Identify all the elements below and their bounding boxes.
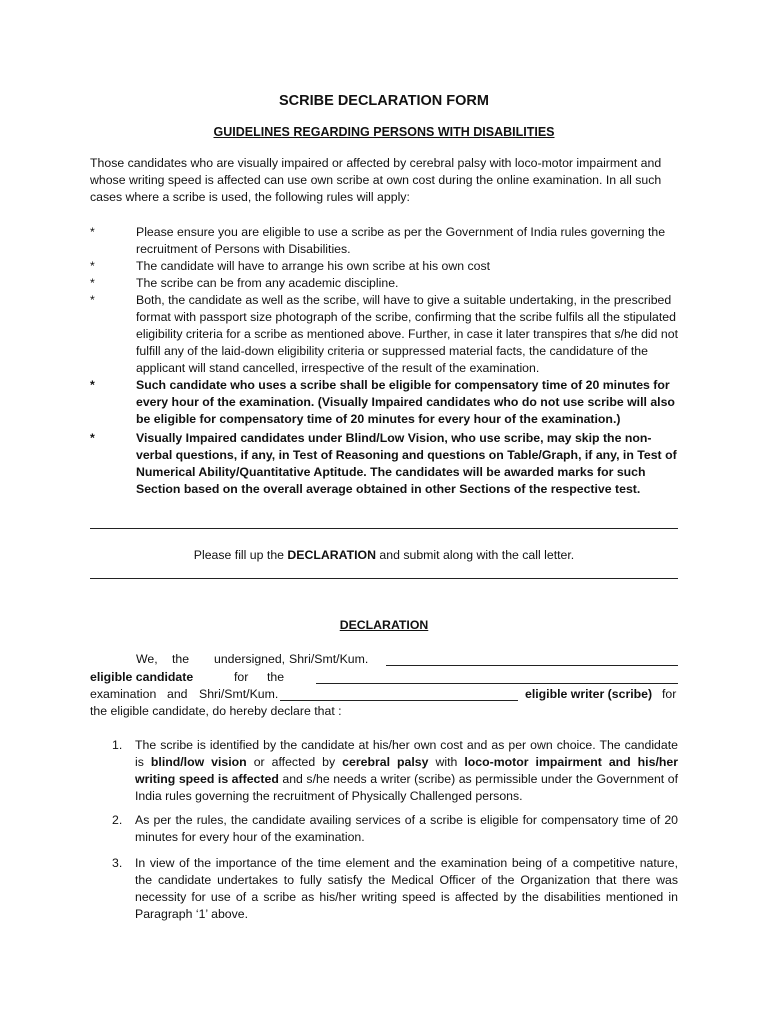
rule-text: Such candidate who uses a scribe shall be eligible for compensatory time of 20 minutes for every hour of the examination. (Visually Impaired candidates who do not use scribe will also be eligible for compensatory time of 20 minutes for every hour of the examination.) <box>136 378 675 426</box>
divider-line <box>90 578 678 579</box>
decl-tail: the eligible candidate, do hereby declare that : <box>90 704 342 718</box>
rule-item <box>90 275 678 292</box>
fill-instruction-bold: DECLARATION <box>287 548 376 562</box>
decl-for: for <box>234 670 249 684</box>
decl-eligible-candidate: eligible candidate <box>90 670 194 684</box>
bullet-star: * <box>90 276 95 290</box>
decl-examination: examination <box>90 687 157 701</box>
declaration-line-3 <box>90 686 678 703</box>
rule-text: The candidate will have to arrange his own scribe at his own cost <box>136 259 491 273</box>
item-text: The scribe is identified by the candidate at his/her own cost and as per own choice. The candidate is blind/low vision or affected by cerebral palsy with loco-motor impairment and his/her writing speed is affected and s/he needs a writer (scribe) as permissible under the Government of India rules governing the recruitment of Physically Challenged persons. <box>135 738 678 803</box>
item-text: As per the rules, the candidate availing services of a scribe is eligible for compensatory time of 20 minutes for every hour of the examination. <box>135 813 678 844</box>
rule-text: Please ensure you are eligible to use a scribe as per the Government of India rules governing the recruitment of Persons with Disabilities. <box>136 225 666 256</box>
item-number: 2. <box>112 813 123 827</box>
guidelines-heading: GUIDELINES REGARDING PERSONS WITH DISABILITIES <box>213 125 555 139</box>
rule-item <box>90 258 678 275</box>
declaration-line-2 <box>90 669 678 686</box>
declaration-item-2 <box>112 812 678 846</box>
rule-item <box>90 430 678 498</box>
decl-and: and <box>167 687 188 701</box>
declaration-line-4 <box>90 703 678 720</box>
fill-instruction <box>0 548 768 562</box>
decl-undersigned: undersigned, <box>214 652 286 666</box>
decl-we: We, <box>136 652 158 666</box>
fill-instruction-pre: Please fill up the <box>193 548 288 562</box>
decl-title-1: Shri/Smt/Kum. <box>289 652 369 666</box>
decl-eligible-writer: eligible writer (scribe) <box>525 687 653 701</box>
form-title: SCRIBE DECLARATION FORM <box>279 93 489 109</box>
declaration-heading: DECLARATION <box>339 618 429 632</box>
item-number: 3. <box>112 856 123 870</box>
bullet-star: * <box>90 293 95 307</box>
rule-text: Both, the candidate as well as the scribe, will have to give a suitable undertaking, in the prescribed format with passport size photograph of the scribe, confirming that the scribe fulfils all the stipulated eligibility criteria for a scribe as mentioned above. Further, in case it later transpires that s/he did not fulfill any of the laid-down eligibility criteria or suppressed material facts, the candidature of the applicant will stand cancelled, irrespective of the result of the examination. <box>136 293 679 375</box>
divider-line <box>90 528 678 529</box>
declaration-item-3 <box>112 855 678 923</box>
intro-paragraph: Those candidates who are visually impaired or affected by cerebral palsy with loco-motor impairment and whose writing speed is affected can use own scribe at own cost during the online examination. In all such cases where a scribe is used, the following rules will apply: <box>90 156 662 204</box>
decl-the: the <box>172 652 190 666</box>
decl-title-2: Shri/Smt/Kum. <box>199 687 279 701</box>
rule-item <box>90 292 678 377</box>
rule-text: Visually Impaired candidates under Blind/Low Vision, who use scribe, may skip the non-verbal questions, if any, in Test of Reasoning and questions on Table/Graph, if any, in Test of Numerical Ability/Quantitative Aptitude. The candidates will be awarded marks for such Section based on the overall average obtained in other Sections of the respective test. <box>136 431 677 496</box>
decl-the-2: the <box>267 670 285 684</box>
declaration-line-1 <box>90 651 678 668</box>
bullet-star: * <box>90 259 95 273</box>
bullet-star: * <box>90 431 95 445</box>
rule-text: The scribe can be from any academic discipline. <box>136 276 399 290</box>
examination-name-field[interactable] <box>316 671 678 684</box>
bullet-star: * <box>90 225 95 239</box>
declaration-item-1 <box>112 737 678 805</box>
candidate-name-field[interactable] <box>386 653 678 666</box>
scribe-name-field[interactable] <box>280 688 518 701</box>
rule-item <box>90 224 678 258</box>
fill-instruction-post: and submit along with the call letter. <box>376 548 575 562</box>
rule-item <box>90 377 678 428</box>
item-text: In view of the importance of the time element and the examination being of a competitive nature, the candidate undertakes to fully satisfy the Medical Officer of the Organization that there was necessity for use of a scribe as his/her writing speed is affected by the disabilities mentioned in Paragraph ‘1’ above. <box>135 856 678 921</box>
decl-for-2: for <box>662 687 677 701</box>
bullet-star: * <box>90 378 95 392</box>
item-number: 1. <box>112 738 123 752</box>
